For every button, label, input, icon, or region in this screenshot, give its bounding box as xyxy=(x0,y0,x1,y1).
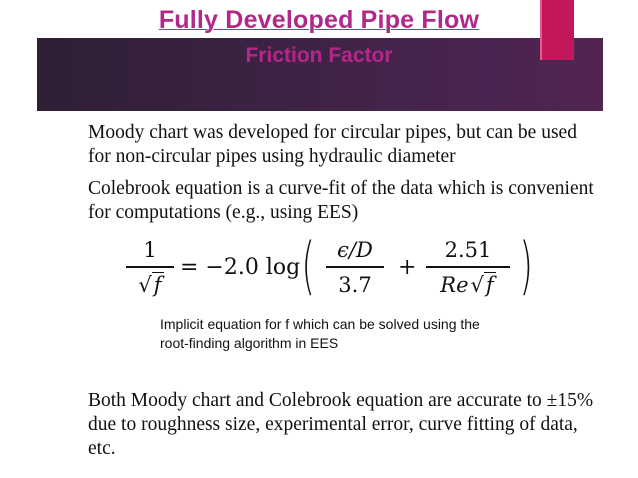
equation-note: Implicit equation for f which can be solved using the root-finding algorithm in EES xyxy=(160,316,480,351)
equation-lhs-fraction xyxy=(126,237,174,298)
fraction-bar xyxy=(126,266,174,268)
equation-term1-denominator: 3.7 xyxy=(338,272,372,297)
equation-equals-log: = −2.0 log xyxy=(180,255,301,280)
equation-lhs-numerator: 1 xyxy=(143,238,157,262)
colebrook-equation xyxy=(126,229,546,305)
bullet-text: Both Moody chart and Colebrook equation are accurate to ±15% due to roughness size, experimental error, curve fitting of data, etc. xyxy=(88,390,594,459)
slide-subtitle: Friction Factor xyxy=(245,44,393,67)
fraction-bar xyxy=(326,266,384,268)
bullet-text: Colebrook equation is a curve-fit of the data which is convenient for computations (e.g., using EES) xyxy=(88,178,594,223)
equation-term2-fraction xyxy=(426,237,510,298)
equation-lhs-denominator xyxy=(126,272,174,298)
equation-term1-numerator: ϵ/D xyxy=(337,238,373,262)
square-root-icon: √f xyxy=(470,272,494,297)
equation-term1-fraction xyxy=(326,237,384,298)
slide-title: Fully Developed Pipe Flow xyxy=(158,6,480,34)
bullet-text: Moody chart was developed for circular pipes, but can be used for non-circular pipes using hydraulic diameter xyxy=(88,122,577,167)
equation-open-paren: ( xyxy=(301,229,315,302)
equation-plus: + xyxy=(398,255,417,280)
equation-term2-denominator: Re√f xyxy=(440,272,494,297)
equation-term2-numerator: 2.51 xyxy=(444,238,492,262)
fraction-bar xyxy=(426,266,510,268)
equation-close-paren: ) xyxy=(519,229,533,302)
square-root-icon: √f xyxy=(138,272,162,297)
